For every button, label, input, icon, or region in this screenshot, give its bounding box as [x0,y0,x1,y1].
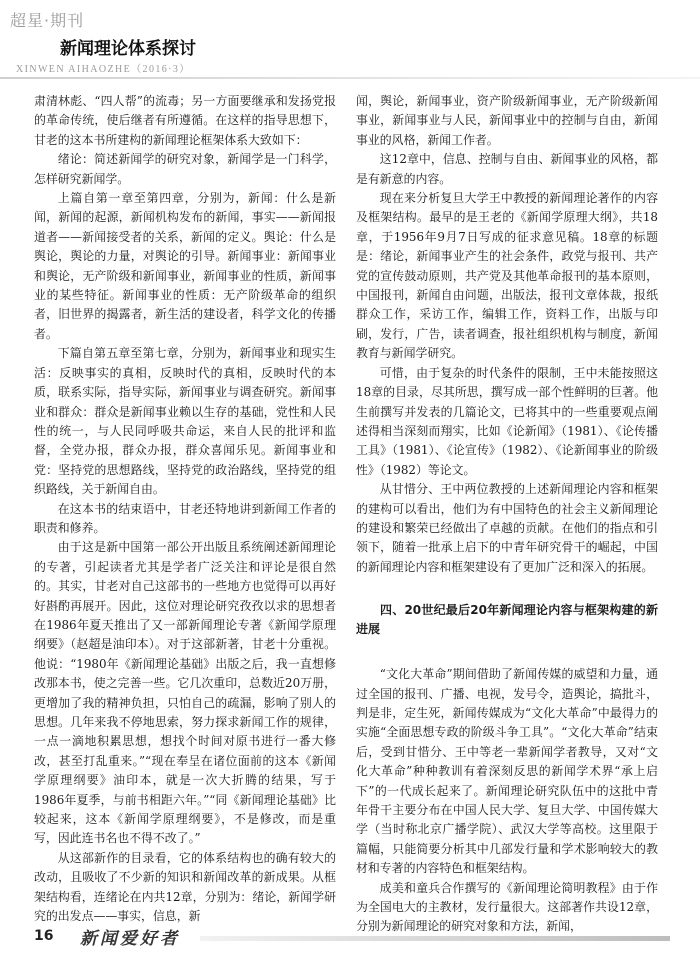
paragraph: 成美和童兵合作撰写的《新闻理论简明教程》由于作为全国电大的主教材，发行量很大。这部著作共设12章，分别为新闻理论的研究对象和方法，新闻， [356,880,658,934]
paragraph: “文化大革命”期间借助了新闻传媒的威望和力量，通过全国的报刊、广播、电视，发号令，造舆论，搞批斗，判是非，定生死，新闻传媒成为“文化大革命”中最得力的实施“全面思想专政的阶级斗争工具”。“文化大革命”结束后，受到甘惜分、王中等老一辈新闻学者教导，又对“文化大革命”种种教训有着深刻反思的新闻学术界“承上启下”的一代成长起来了。新闻理论研究队伍中的这批中青年骨干主要分布在中国人民大学、复旦大学、中国传媒大学（当时称北京广播学院）、武汉大学等高校。这里限于篇幅，只能简要分析其中几部发行量和学术影响较大的教材和专著的内容特色和框架结构。 [356,667,658,876]
paragraph: 从这部新作的目录看，它的体系结构也的确有较大的改动，且吸收了不少新的知识和新闻改革的新成果。从框架结构看，连绪论在内共12章，分别为：绪论，新闻学研究的出发点——事实，信息，新 [34,850,336,924]
journal-brand: 超星·期刊 [10,11,85,30]
paragraph: 闻，舆论，新闻事业，资产阶级新闻事业，无产阶级新闻事业，新闻事业与人民，新闻事业中的控制与自由，新闻事业的风格，新闻工作者。 [356,94,658,147]
paragraph: 绪论：简述新闻学的研究对象，新闻学是一门科学，怎样研究新闻学。 [34,152,336,186]
section-heading: 四、20世纪最后20年新闻理论内容与框架构建的新进展 [356,603,658,637]
paragraph: 上篇自第一章至第四章，分别为，新闻：什么是新闻，新闻的起源，新闻机构发布的新闻，事实——新闻报道者——新闻接受者的关系，新闻的定义。舆论：什么是舆论，舆论的力量，对舆论的引导。新闻事业：新闻事业和舆论，无产阶级和新闻事业，新闻事业的性质，新闻事业的某些特征。新闻事业的性质：无产阶级革命的组织者，旧世界的揭露者，新生活的建设者，科学文化的传播者。 [34,191,336,341]
footer-divider [200,936,670,941]
paragraph: 这12章中，信息、控制与自由、新闻事业的风格，都是有新意的内容。 [356,152,658,186]
paragraph: 由于这是新中国第一部公开出版且系统阐述新闻理论的专著，引起读者尤其是学者广泛关注和评论是很自然的。其实，甘老对自己这部书的一些地方也觉得可以再好好斟酌再展开。因此，这位对理论研究孜孜以求的思想者在1986年夏天推出了又一部新闻理论专著《新闻学原理纲要》（赵超是油印本）。对于这部新著，甘老十分重视。他说：“1980年《新闻理论基础》出版之后，我一直想修改那本书，使之完善一些。它几次重印，总数近20万册，更增加了我的精神负担，只怕自己的疏漏，影响了别人的思想。几年来我不停地思索，努力探求新闻工作的规律，一点一滴地积累思想，想找个时间对原书进行一番大修改，甚至打乱重来。”“现在奉呈在诸位面前的这本《新闻学原理纲要》油印本，就是一次大折腾的结果，写于1986年夏季，与前书相距六年。”“同《新闻理论基础》比较起来，这本《新闻学原理纲要》，不是修改，而是重写，因此连书名也不得不改了。” [34,540,336,846]
right-column [356,92,658,937]
section-title: 新闻理论体系探讨 [60,39,196,59]
journal-masthead: 新闻爱好者 [80,929,180,949]
left-column [34,92,336,926]
paragraph: 从甘惜分、王中两位教授的上述新闻理论内容和框架的建构可以看出，他们为有中国特色的社会主义新闻理论的建设和繁荣已经做出了卓越的贡献。在他们的指点和引领下，随着一批承上启下的中青年研究骨干的崛起，中国的新闻理论内容和框架建设有了更加广泛和深入的拓展。 [356,482,658,574]
page-number: 16 [34,928,54,944]
paragraph: 下篇自第五章至第七章，分别为，新闻事业和现实生活：反映事实的真相，反映时代的真相，反映时代的本质，联系实际，指导实际，新闻事业与调查研究。新闻事业和群众：群众是新闻事业赖以生存的基础，党性和人民性的统一，与人民同呼吸共命运，来自人民的批评和监督，全党办报，群众办报，群众喜闻乐见。新闻事业和党：坚持党的思想路线，坚持党的政治路线，坚持党的组织路线，关于新闻自由。 [34,346,336,497]
header-divider [0,77,700,79]
paragraph: 可惜，由于复杂的时代条件的限制，王中未能按照这18章的目录，尽其所思，撰写成一部个性鲜明的巨著。他生前撰写并发表的几篇论文，已将其中的一些重要观点阐述得相当深刻而翔实，比如《论新闻》（1981）、《论传播工具》（1981）、《论宣传》（1982）、《论新闻事业的阶级性》（1982）等论文。 [356,365,658,477]
paragraph: 肃清林彪、“四人帮”的流毒；另一方面要继承和发扬党报的革命传统，使后继者有所遵循。在这样的指导思想下，甘老的这本书所建构的新闻理论框架体系大致如下： [34,94,336,147]
journal-issue-line: XINWEN AIHAOZHE（2016·3） [16,64,191,75]
paragraph: 现在来分析复旦大学王中教授的新闻理论著作的内容及框架结构。最早的是王老的《新闻学原理大纲》，共18章，于1956年9月7日写成的征求意见稿。18章的标题是：绪论，新闻事业产生的社会条件，政党与报刊、共产党的宣传鼓动原则，共产党及其他革命报刊的基本原则，中国报刊，新闻自由问题，出版法，报刊文章体裁，报纸群众工作，采访工作，编辑工作，资料工作，出版与印刷，发行，广告，读者调查，报社组织机构与制度，新闻教育与新闻学研究。 [356,191,658,361]
paragraph: 在这本书的结束语中，甘老还特地讲到新闻工作者的职责和修养。 [34,501,336,535]
